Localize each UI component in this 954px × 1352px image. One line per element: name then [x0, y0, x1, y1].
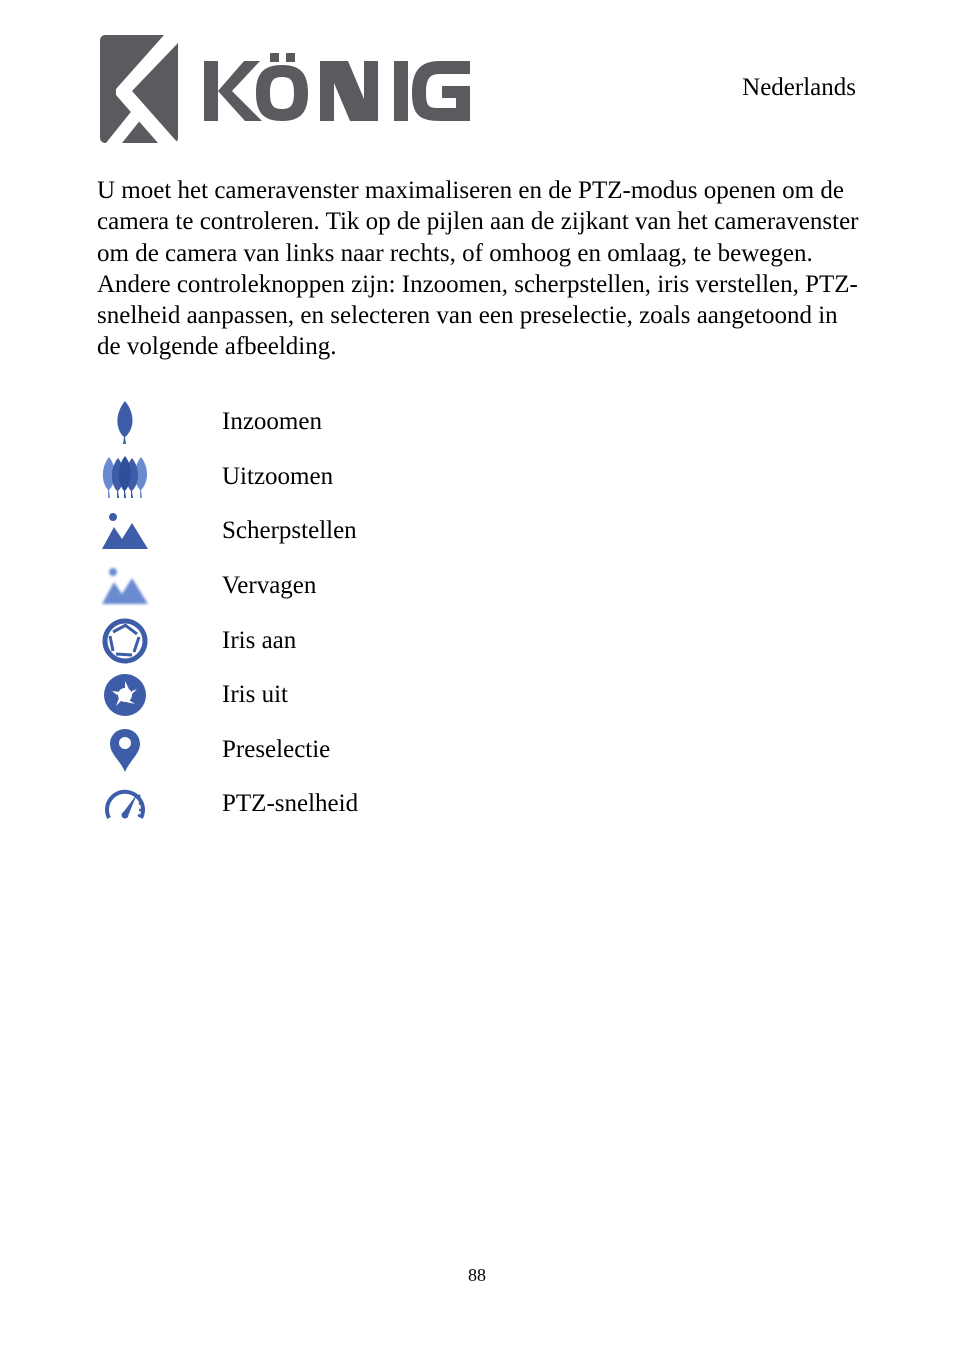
legend-label: Iris uit: [222, 681, 288, 709]
legend-label: Uitzoomen: [222, 462, 334, 490]
legend-label: Vervagen: [222, 572, 317, 600]
legend-item-iris-open: [97, 613, 297, 668]
legend-label: PTZ-snelheid: [222, 790, 359, 818]
legend-item-iris-close: [97, 668, 288, 723]
zoom-in-icon: [97, 397, 153, 447]
ptz-speed-gauge-icon: [97, 779, 153, 829]
konig-logo: [98, 33, 518, 145]
legend-label: Inzoomen: [222, 408, 322, 436]
page-number: 88: [468, 1265, 486, 1285]
icon-legend: [97, 395, 359, 832]
iris-close-icon: [97, 670, 153, 720]
legend-label: Preselectie: [222, 735, 331, 763]
legend-item-zoom-in: [97, 395, 322, 450]
intro-paragraph: U moet het cameravenster maximaliseren en de PTZ-modus openen om de camera te controleren. Tik op de pijlen aan de zijkant van het cameravenster om de camera van links naar rechts, of omhoog en omlaag, te bewegen. Andere controleknoppen zijn: Inzoomen, scherpstellen, iris verstellen, PTZ-snelheid aanpassen, en selecteren van een preselectie, zoals aangetoond in de volgende afbeelding.: [97, 177, 859, 361]
iris-open-icon: [97, 616, 153, 666]
legend-item-focus: [97, 504, 357, 559]
legend-label: Scherpstellen: [222, 517, 357, 545]
legend-item-zoom-out: [97, 450, 334, 505]
legend-item-ptz-speed: [97, 777, 359, 832]
preset-location-icon: [97, 725, 153, 775]
zoom-out-icon: [97, 452, 153, 502]
language-label: Nederlands: [742, 74, 856, 101]
focus-icon: [97, 506, 153, 556]
legend-item-preset: [97, 723, 331, 778]
legend-label: Iris aan: [222, 626, 297, 654]
legend-item-blur: [97, 559, 317, 614]
blur-icon: [97, 561, 153, 611]
